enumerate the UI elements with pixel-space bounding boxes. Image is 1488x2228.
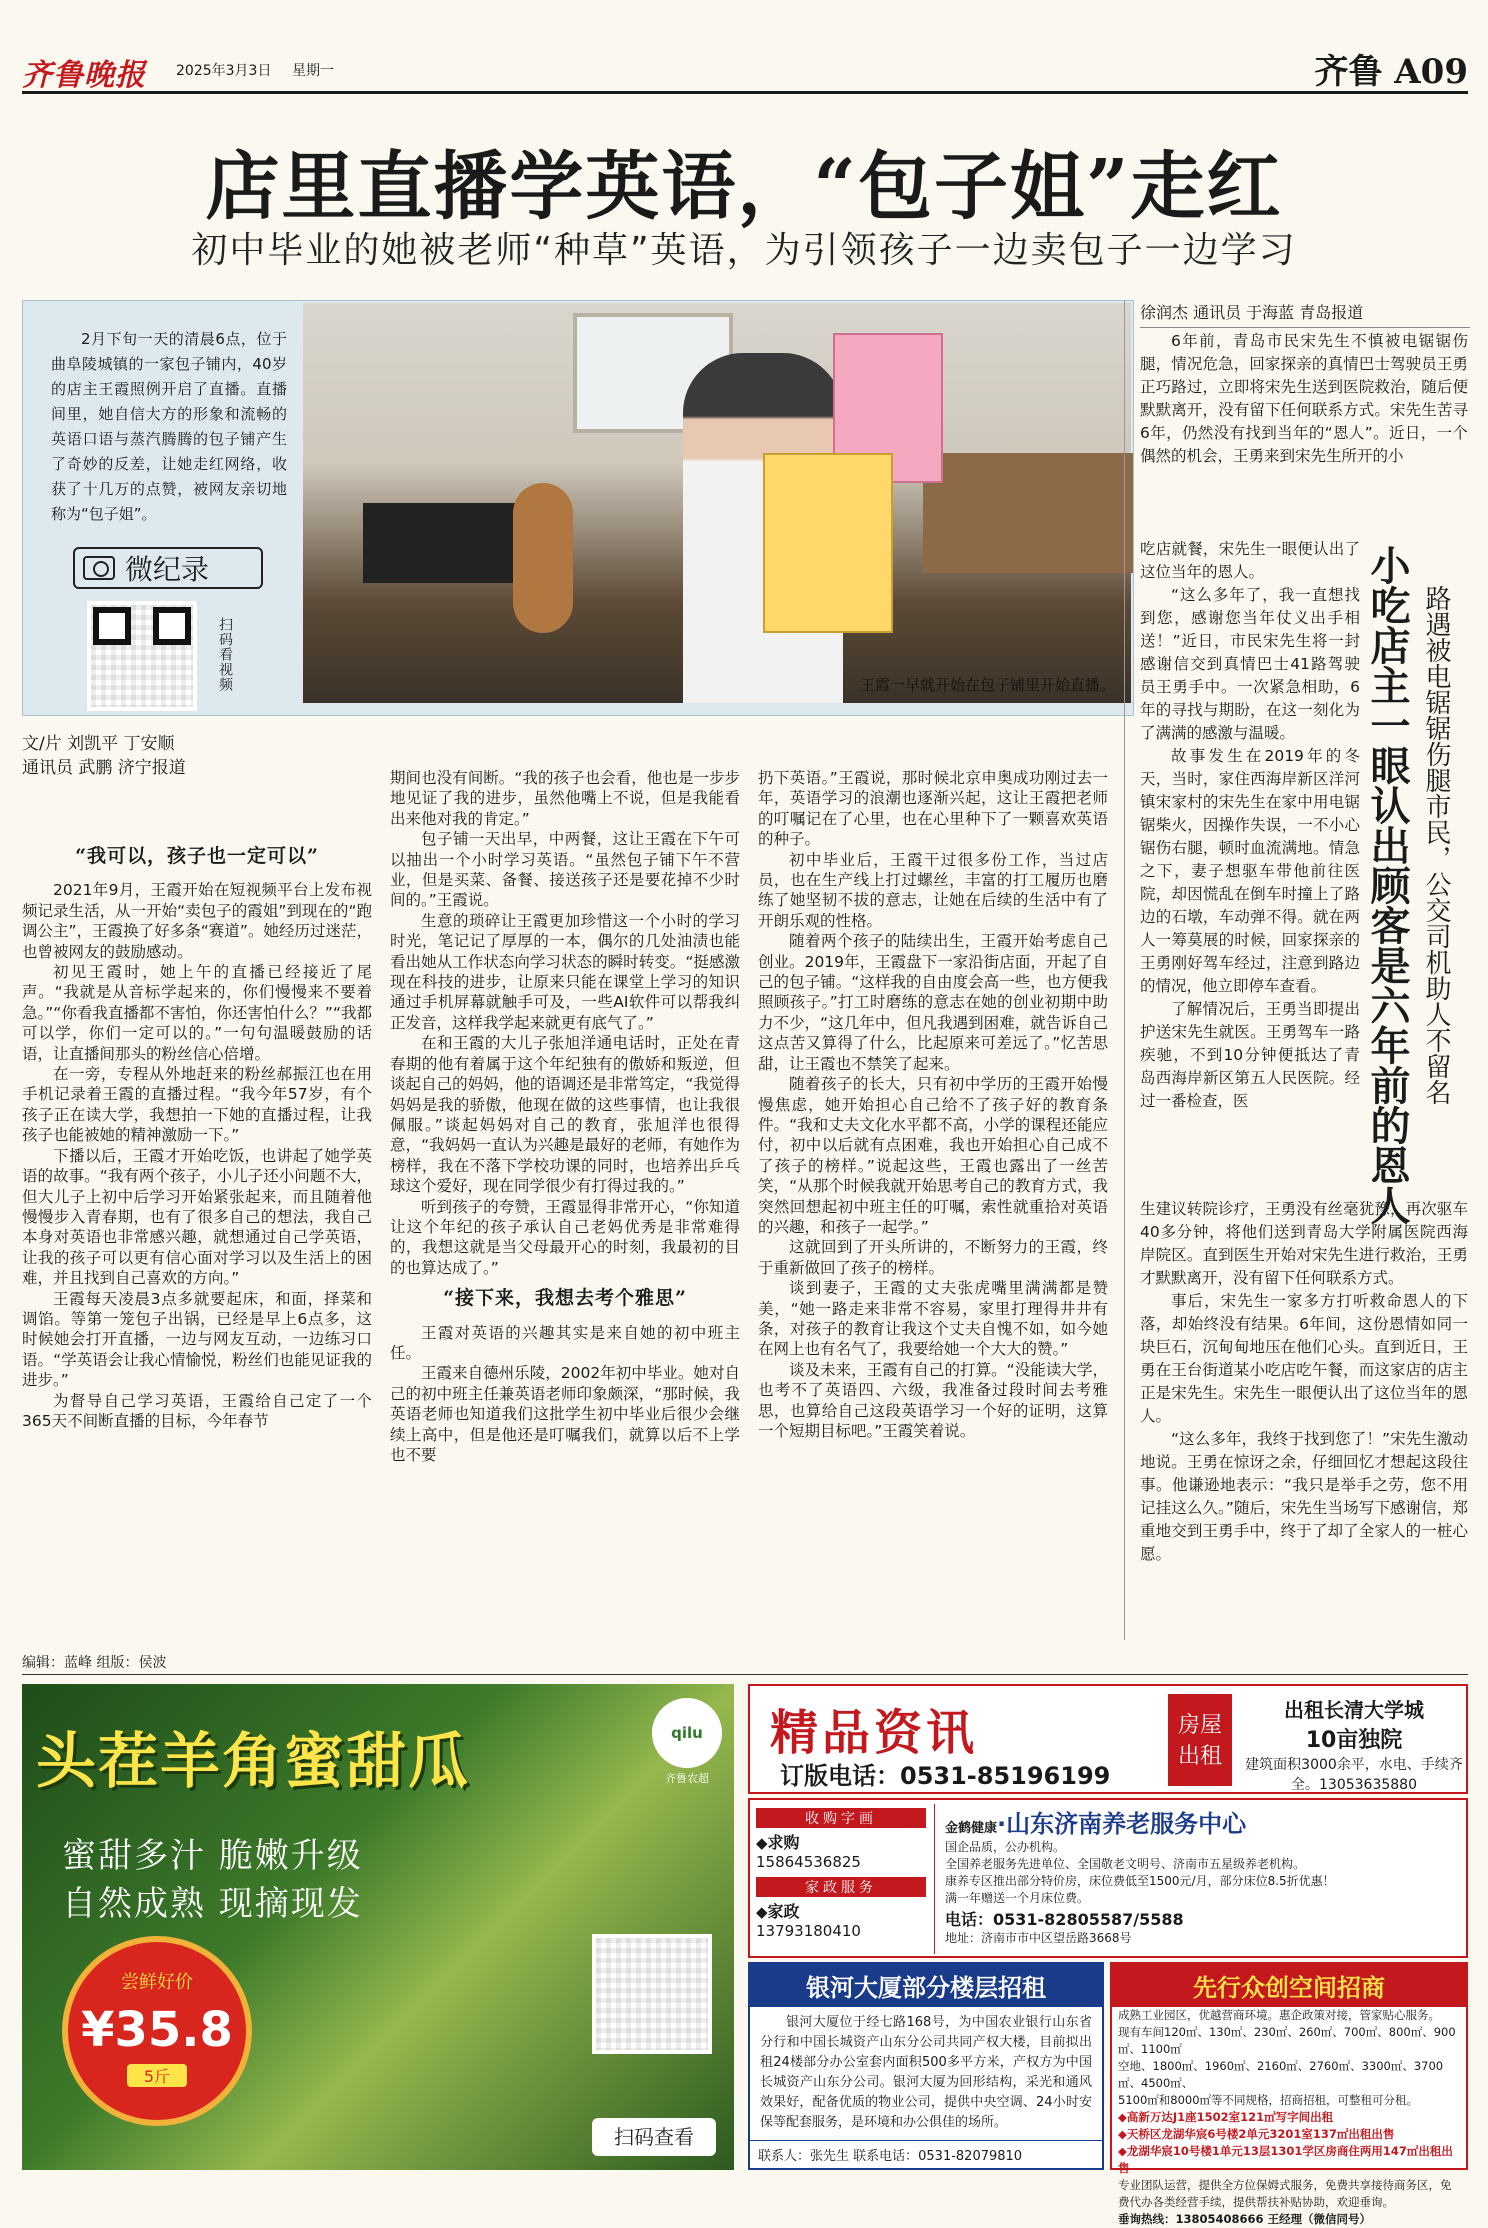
paragraph: 随着两个孩子的陆续出生，王霞开始考虑自己创业。2019年，王霞盘下一家沿街店面，开起了自己的包子铺。“这样我的自由度会高一些，也方便我照顾孩子。”打工时磨练的意志在她的创业初期中助力不少，“这几年中，但凡我遇到困难，就告诉自己这点苦又算得了什么，比起原来可差远了。”忆苦思甜，让王霞也不禁笑了起来。 [758, 932, 1108, 1073]
paragraph: 听到孩子的夸赞，王霞显得非常开心，“你知道让这个年纪的孩子承认自己老妈优秀是非常难得的，我想这就是当父母最开心的时刻，我最初的目的也算达成了。” [390, 1197, 740, 1277]
house-rent-line-1: 出租长清大学城 [1284, 1698, 1424, 1722]
xianxing-line: ◆高新万达J1座1502室121㎡写字间出租 [1118, 2110, 1334, 2124]
elder-care-ad [934, 1804, 1464, 1954]
livestream-photo [303, 303, 1131, 703]
scan-button[interactable]: 扫码查看 [592, 2118, 716, 2156]
jingpin-ad [748, 1684, 1468, 1794]
elder-care-address: 地址：济南市市中区望岳路3668号 [945, 1931, 1132, 1945]
section-heading-2: “接下来，我想去考个雅思” [443, 1287, 687, 1310]
side-column-narrow [1140, 538, 1360, 1113]
photo-book-front [763, 453, 893, 633]
paragraph: 6年前，青岛市民宋先生不慎被电锯锯伤腿，情况危急，回家探亲的真情巴士驾驶员王勇正巧路过，立即将宋先生送到医院救治，随后便默默离开，没有留下任何联系方式。宋先生苦寻6年，仍然没有找到当年的“恩人”。近日，一个偶然的机会，王勇来到宋先生所开的小 [1140, 332, 1468, 465]
headline: 店里直播学英语，“包子姐”走红 [205, 144, 1283, 230]
paragraph: 王霞来自德州乐陵，2002年初中毕业。她对自己的初中班主任兼英语老师印象颇深，“那时候，我英语老师也知道我们这批学生初中毕业后很少会继续上高中，但是他还是叮嘱我们，就算以后不上学也不要 [390, 1364, 740, 1464]
paragraph: 随着孩子的长大，只有初中学历的王霞开始慢慢焦虑，她开始担心自己给不了孩子好的教育条件。“我和丈夫文化水平都不高，小学的课程还能应付，初中以后就有点困难，我也开始担心自己成不了孩子的榜样。”说起这些，王霞也露出了一丝苦笑，“从那个时候我就开始思考自己的教育方式，我突然回想起初中班主任的叮嘱，索性就重拾对英语的兴趣，和孩子一起学。” [758, 1075, 1108, 1236]
xianxing-line: 5100㎡和8000㎡等不同规格，招商招租，可整租可分租。 [1118, 2093, 1419, 2107]
section-heading-1: “我可以，孩子也一定可以” [75, 845, 319, 867]
paragraph: 谈到妻子，王霞的丈夫张虎嘴里满满都是赞美，“她一路走来非常不容易，家里打理得井井有条，对孩子的教育让我这个丈夫自愧不如，如今她在网上也有名气了，我要给她一个大大的赞。” [758, 1279, 1108, 1359]
photo-caption: 王霞一早就开始在包子铺里开始直播。 [859, 676, 1115, 694]
yinhe-ad [748, 1962, 1104, 2170]
paragraph: 包子铺一天出早，中两餐，这让王霞在下午可以抽出一个小时学习英语。“虽然包子铺下午不营业，但是买菜、备餐、接送孩子还是要花掉不少时间的。”王霞说。 [390, 830, 740, 910]
ad-item-housekeeping-title: 家政 [767, 1902, 800, 1921]
xianxing-ad [1110, 1962, 1468, 2226]
qilu-logo-label: 齐鲁农超 [665, 1772, 709, 1785]
byline-correspondents: 通讯员 武鹏 济宁报道 [22, 758, 186, 778]
elder-care-line: 满一年赠送一个月床位费。 [945, 1891, 1090, 1905]
house-rent-line-2: 10亩独院 [1305, 1728, 1403, 1753]
issue-weekday: 星期一 [292, 63, 334, 79]
masthead [22, 44, 1468, 94]
newspaper-logo: 齐鲁晚报 [22, 58, 146, 93]
elder-care-line: 国企品质，公办机构。 [945, 1840, 1066, 1854]
article-column-1 [22, 836, 372, 1431]
xianxing-title: 先行众创空间招商 [1112, 1964, 1466, 2007]
elder-care-title: 金鹤健康·山东济南养老服务中心 [945, 1810, 1247, 1838]
paragraph: 这就回到了开头所讲的，不断努力的王霞，终于重新做回了孩子的榜样。 [758, 1238, 1108, 1277]
paragraph: 生意的琐碎让王霞更加珍惜这一个小时的学习时光，笔记记了厚厚的一本，偶尔的几处油渍也能看出她从工作状态向学习状态的瞬时转变。“挺感激现在科技的进步，让原来只能在课堂上学习的知识通过手机屏幕就触手可及，一些AI软件可以帮我纠正发音，这样我学起来就更有底气了。” [390, 911, 740, 1032]
paragraph: 为督导自己学习英语，王霞给自己定了一个365天不间断直播的目标，今年春节 [22, 1391, 372, 1430]
price-badge-label: 尝鲜好价 [121, 1972, 193, 1993]
price-value: ¥35.8 [81, 2002, 233, 2058]
elder-care-line: 康养专区推出部分特价房，床位费低至1500元/月，部分床位8.5折优惠！ [945, 1874, 1335, 1888]
xianxing-line: 空地、1800㎡、1960㎡、2160㎡、2760㎡、3300㎡、3700㎡、4500㎡、 [1118, 2059, 1444, 2090]
side-byline: 徐润杰 通讯员 于海蓝 青岛报道 [1140, 300, 1470, 328]
melon-ad-slogan-1: 蜜甜多汁 脆嫩升级 [62, 1836, 363, 1876]
jingpin-title: 精品资讯 [770, 1705, 979, 1761]
ad-row-2 [748, 1798, 1468, 1958]
melon-ad[interactable] [22, 1684, 734, 2170]
melon-ad-title: 头茬羊角蜜甜瓜 [36, 1727, 470, 1797]
paragraph: 事后，宋先生一家多方打听救命恩人的下落，却始终没有结果。6年间，这份恩情如同一块巨石，沉甸甸地压在他们心头。直到近日，王勇在王台街道某小吃店吃午餐，而这家店的店主正是宋先生。宋先生一眼便认出了这位当年的恩人。 [1140, 1292, 1468, 1425]
xianxing-line: ◆龙湖华宸10号楼1单元13层1301学区房商住两用147㎡出租出售 [1118, 2144, 1453, 2175]
lead-box [22, 300, 1134, 716]
paragraph: 初见王霞时，她上午的直播已经接近了尾声。“我就是从音标学起来的，你们慢慢来不要着急。”“你看我直播都不害怕，你还害怕什么？”“我都可以学，你们一定可以的。”一句句温暖鼓励的话语，让直播间那头的粉丝信心倍增。 [22, 963, 372, 1063]
elder-care-line: 全国养老服务先进单位、全国敬老文明号、济南市五星级养老机构。 [945, 1857, 1306, 1871]
paragraph: 初中毕业后，王霞干过很多份工作，当过店员，也在生产线上打过螺丝，丰富的打工履历也磨练了她坚韧不拔的意志，让她在后续的生活中有了开朗乐观的性格。 [758, 850, 1108, 930]
scan-hint: 扫码看视频 [217, 617, 233, 692]
editors-credit: 编辑：蓝峰 组版：侯波 [22, 1655, 167, 1671]
elder-care-brand: 金鹤健康 [945, 1821, 998, 1836]
side-column-bottom [1140, 1198, 1468, 1566]
melon-qr-code[interactable] [592, 1934, 712, 2054]
qilu-logo: qilu [652, 1698, 722, 1768]
ad-item-housekeeping: ◆家政 [756, 1902, 800, 1921]
paragraph: 王霞对英语的兴趣其实是来自她的初中班主任。 [390, 1323, 740, 1362]
weiji-label: 微纪录 [125, 553, 210, 586]
article-column-3 [758, 768, 1108, 1441]
subheadline: 初中毕业的她被老师“种草”英语，为引领孩子一边卖包子一边学习 [191, 230, 1297, 271]
paragraph: 了解情况后，王勇当即提出护送宋先生就医。王勇驾车一路疾驰，不到10分钟便抵达了青岛西海岸新区第五人民医院。经过一番检查，医 [1140, 1000, 1360, 1110]
paragraph: 谈及未来，王霞有自己的打算。“没能读大学，也考不了英语四、六级，我准备过段时间去考雅思，也算给自己这段英语学习一个好的证明，这算一个短期目标吧。”王霞笑着说。 [758, 1360, 1108, 1440]
page-section: 齐鲁 A09 [1314, 52, 1468, 92]
yinhe-body: 银河大厦位于经七路168号，为中国农业银行山东省分行和中国长城资产山东分公司共同产权大楼，目前拟出租24楼部分办公室套内面积500多平方米，产权方为中国长城资产山东分公司。银河大厦为回形结构，采光和通风效果好，配备优质的物业公司，提供中央空调、24小时安保等配套服务，是环境和办公俱佳的场所。 [760, 2015, 1092, 2130]
house-rent-ad [1242, 1694, 1466, 1794]
xianxing-line: ◆天桥区龙湖华宸6号楼2单元3201室137㎡出租出售 [1118, 2127, 1395, 2141]
elder-care-tel: 电话：0531-82805587/5588 [945, 1910, 1184, 1929]
photo-guitar [513, 483, 573, 633]
camera-icon [83, 556, 115, 580]
paragraph: “这么多年，我终于找到您了！”宋先生激动地说。王勇在惊讶之余，仔细回忆才想起这段往事。他谦逊地表示：“我只是举手之劳，您不用记挂这么久。”随后，宋先生当场写下感谢信，郑重地交到王勇手中，终于了却了全家人的一桩心愿。 [1140, 1430, 1468, 1563]
paragraph: 下播以后，王霞才开始吃饭，也讲起了她学英语的故事。“我有两个孩子，小儿子还小问题不大，但大儿子上初中后学习开始紧张起来，而且随着他慢慢步入青春期，也有了很多自己的想法，我自己本身对英语也非常感兴趣，就想通过自己学英语，让我的孩子可以更有信心面对学习以及生活上的困难，并且找到自己喜欢的方向。” [22, 1146, 372, 1288]
price-badge [62, 1936, 252, 2126]
article-column-2 [390, 768, 740, 1465]
lead-text: 2月下旬一天的清晨6点，位于曲阜陵城镇的一家包子铺内，40岁的店主王霞照例开启了直播。直播间里，她自信大方的形象和流畅的英语口语与蒸汽腾腾的包子铺产生了奇妙的反差，让她走红网络，收获了十几万的点赞，被网友亲切地称为“包子姐”。 [51, 330, 287, 523]
paragraph: 故事发生在2019年的冬天，当时，家住西海岸新区洋河镇宋家村的宋先生在家中用电锯锯柴火，因操作失误，一不小心锯伤右腿，顿时血流满地。情急之下，妻子想驱车带他前往医院，却因慌乱在倒车时撞上了路边的石墩，车动弹不得。就在两人一筹莫展的时候，回家探亲的王勇刚好驾车经过，注意到路边的情况，他立即停车查看。 [1140, 747, 1360, 995]
xianxing-tel: 垂询热线：13805408666 王经理（微信同号） [1118, 2212, 1372, 2226]
yinhe-contact: 联系人：张先生 联系电话：0531-82079810 [750, 2140, 1102, 2168]
article-byline [22, 732, 186, 780]
paragraph: 王霞每天凌晨3点多就要起床，和面，择菜和调馅。等第一笼包子出锅，已经是早上6点多，这时候她会打开直播，一边与网友互动，一边练习口语。“学英语会让我心情愉悦，粉丝们也能见证我的进步。” [22, 1289, 372, 1390]
side-title: 小吃店主一眼认出顾客是六年前的恩人 [1364, 545, 1411, 1225]
column-divider [1124, 300, 1125, 1640]
xianxing-line: 现有车间120㎡、130㎡、230㎡、260㎡、700㎡、800㎡、900㎡、1100㎡ [1118, 2025, 1456, 2056]
price-unit: 5斤 [127, 2064, 187, 2087]
issue-date: 2025年3月3日 [176, 63, 272, 79]
photo-table [923, 453, 1133, 573]
house-rent-line-3: 建筑面积3000余平，水电、手续齐全。13053635880 [1245, 1757, 1463, 1793]
yinhe-title: 银河大厦部分楼层招租 [750, 1964, 1102, 2007]
ad-tag-calligraphy: 收购字画 [756, 1808, 926, 1828]
paragraph: 扔下英语。”王霞说，那时候北京申奥成功刚过去一年，英语学习的浪潮也逐渐兴起，这让王霞把老师的叮嘱记在了心里，也在心里种下了一颗喜欢英语的种子。 [758, 769, 1108, 849]
paragraph: “这么多年了，我一直想找到您，感谢您当年仗义出手相送！”近日，市民宋先生将一封感谢信交到真情巴士41路驾驶员王勇手中。一次紧急相助，6年的寻找与期盼，在这一刻化为了满满的感激与温暖。 [1140, 586, 1360, 742]
small-ads [756, 1808, 926, 1940]
weiji-brand [73, 547, 263, 589]
video-qr-code[interactable] [87, 601, 197, 711]
byline-authors: 文/片 刘凯平 丁安顺 [22, 734, 175, 754]
side-subtitle: 路遇被电锯锯伤腿市民，公交司机助人不留名 [1421, 585, 1451, 1105]
ad-item-buy-title: 求购 [767, 1833, 800, 1852]
photo-counter [363, 503, 523, 583]
side-column-top [1140, 330, 1468, 468]
jingpin-tel: 订版电话：0531-85196199 [780, 1762, 1111, 1790]
ad-item-housekeeping-tel: 13793180410 [756, 1922, 861, 1940]
ad-item-buy: ◆求购 [756, 1833, 800, 1852]
page-divider [22, 1674, 1468, 1675]
paragraph: 在和王霞的大儿子张旭洋通电话时，正处在青春期的他有着属于这个年纪独有的傲娇和叛逆，但谈起自己的妈妈，他的语调还是非常笃定，“我觉得妈妈是我的骄傲，他现在做的这些事情，也让我很佩服。”谈起妈妈对自己的教育，张旭洋也很得意，“我妈妈一直认为兴趣是最好的老师，有她作为榜样，我在不落下学校功课的同时，也培养出乒乓球这个爱好，现在同学很少有打得过我的。” [390, 1034, 740, 1196]
classified-ads [748, 1684, 1468, 2226]
ad-item-buy-tel: 15864536825 [756, 1853, 861, 1871]
paragraph: 期间也没有间断。“我的孩子也会看，他也是一步步地见证了我的进步，虽然他嘴上不说，但是我能看出来他对我的肯定。” [390, 769, 740, 828]
house-rent-tag: 房屋出租 [1168, 1694, 1232, 1786]
elder-care-name: 山东济南养老服务中心 [1006, 1810, 1247, 1838]
paragraph: 在一旁，专程从外地赶来的粉丝郝振江也在用手机记录着王霞的直播过程。“我今年57岁，有个孩子正在读大学，我想拍一下她的直播过程，让我孩子也能被她的精神激励一下。” [22, 1065, 372, 1145]
ad-tag-housekeeping: 家政服务 [756, 1877, 926, 1897]
paragraph: 生建议转院诊疗，王勇没有丝毫犹豫，再次驱车40多分钟，将他们送到青岛大学附属医院西海岸院区。直到医生开始对宋先生进行救治，王勇才默默离开，没有留下任何联系方式。 [1140, 1200, 1468, 1287]
melon-ad-slogan-2: 自然成熟 现摘现发 [62, 1884, 363, 1924]
xianxing-line: 成熟工业园区，优越营商环境。惠企政策对接，管家贴心服务。 [1118, 2008, 1440, 2022]
paragraph: 2021年9月，王霞开始在短视频平台上发布视频记录生活，从一开始“卖包子的霞姐”到现在的“跑调公主”，王霞换了好多条“赛道”。她经历过迷茫，也曾被网友的鼓励感动。 [22, 881, 372, 961]
xianxing-line: 专业团队运营，提供全方位保姆式服务，免费共享接待商务区，免费代办各类经营手续，提供帮扶补贴协助，欢迎垂询。 [1118, 2178, 1452, 2209]
paragraph: 吃店就餐，宋先生一眼便认出了这位当年的恩人。 [1140, 540, 1360, 581]
